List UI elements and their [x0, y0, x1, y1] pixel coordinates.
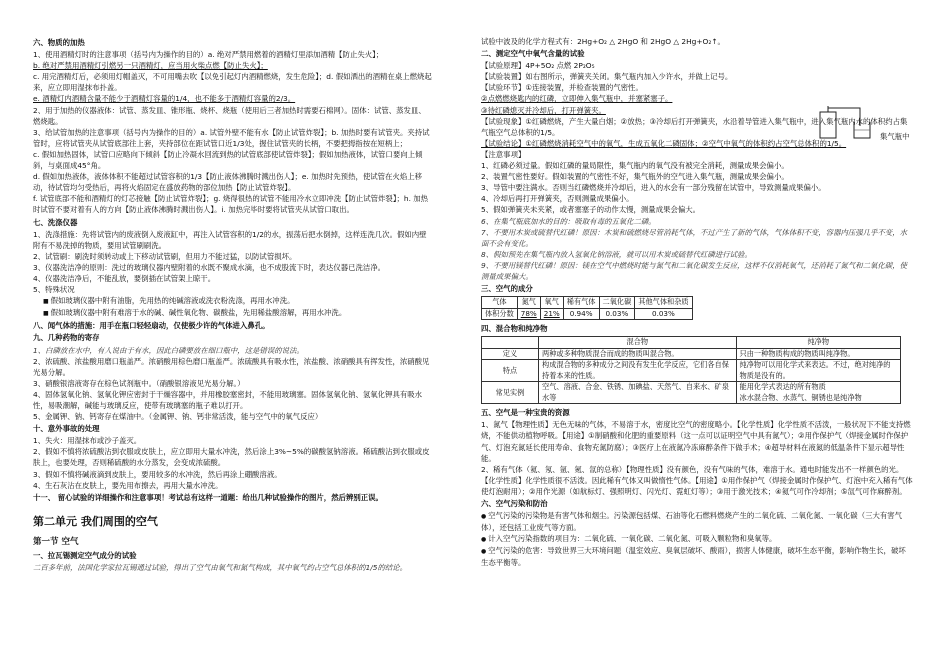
oxygen-test-item: 5、假如弹簧夹未夹紧，或者塞塞子的动作太慢，测量成果会偏大。 [481, 205, 701, 215]
heating-item: b. 绝对严禁用酒精灯引燃另一只酒精灯，应当用火柴点燃【防止失火】； [33, 61, 268, 71]
oxygen-test-item: 1、红磷必须过量。假如红磷的量局限性，集气瓶内的氧气没有被完全消耗，测量成果会偏小。 [481, 161, 789, 171]
washing-item: 2、试管刷：刷洗时须转动或上下移动试管刷，但用力不能过猛，以防试管损坏。 [33, 251, 297, 261]
heating-item: f. 试管底部不能和酒精灯的灯芯接触【防止试管炸裂】；g. 烧得很热的试管不能用冷水立即冲洗【防止试管炸裂】；h. 加热时试管不要对着有人的方向【防止液体沸腾时溅出伤人】。i. 加热完毕时要将试管夹从试管口取出。 [33, 194, 429, 215]
section-heading-washing: 七、洗涤仪器 [33, 217, 78, 227]
table-header-cell: 纯净物 [736, 337, 901, 349]
section-heading-mixtures: 四、混合物和纯净物 [481, 324, 548, 334]
tube-shape [828, 108, 860, 126]
table-header-cell: 氮气 [517, 297, 540, 309]
section-heading-oxygen-test: 二、测定空气中氧气含量的试验 [481, 49, 585, 59]
table-cell: 78% [517, 308, 540, 320]
table-cell: 两种或多种物质混合而成的物质叫混合物。 [539, 348, 737, 360]
oxygen-test-item: ③待红磷熄灭并冷却后，打开弹簧夹。 [481, 105, 606, 115]
table-row-label: 常见实例 [482, 382, 539, 404]
table-row [482, 348, 901, 360]
oxygen-test-item: 【试验原理】4P+5O₂ 点燃 2P₂O₅ [481, 61, 595, 71]
table-cell: 0.03% [599, 308, 635, 320]
heating-item: c. 假如加热固体，试管口应略向下倾斜【防止冷凝水回流到热的试管底部使试管炸裂】；假如加热液体，试管口要向上倾斜，与桌面成45°角。 [33, 149, 423, 171]
washing-item: 1、洗涤措施：先将试管内的废液倒入废液缸中，再注入试管容积的1/2的水，振荡后把水倒掉，这样连洗几次。假如内壁附有不易洗掉的物质，要用试管刷刷洗。 [33, 229, 427, 250]
table-header-cell: 二氧化碳 [599, 297, 635, 309]
heating-item: d. 假如加热液体，液体体积不能超过试管容积的1/3【防止液体沸腾时溅出伤人】；e. 加热时先预热，使试管在火焰上移动，待试管均匀受热后，再将火焰固定在盛放药物的部位加热【防止试管炸裂】。 [33, 172, 422, 193]
section-heading-operations: 十一、 留心试验的详细操作和注意事项！考试总有这样一道题：给出几种试验操作的图片，然后辨别正误。 [33, 492, 383, 502]
table-row [482, 360, 901, 382]
storage-item: 4、固体氢氧化钠、氢氧化钾应密封于干燥容器中，并用橡胶塞密封，不能用玻璃塞。固体氢氧化钠、氢氧化钾具有吸水性，易吸潮解，碱能与玻璃反应，使带有玻璃塞的瓶子难以打开。 [33, 389, 423, 410]
subsection-title-lavoisier: 一、拉瓦锡测定空气成分的试验 [33, 550, 137, 560]
heating-item: e. 酒精灯内酒精含量不能少于酒精灯容量的1/4，也不能多于酒精灯容量的2/3。 [33, 94, 296, 104]
resource-item: 1、氮气【物理性质】无色无味的气体，不易溶于水，密度比空气的密度略小。【化学性质】化学性质不活泼，一般状况下不能支持燃烧，不能供动植物呼吸。【用途】①制硝酸和化肥的重要原料（这一点可以证明空气中具有氮气）；②用作保护气（焊接金属时作保护气、灯泡充氮延长使用寿命、食物充氮防腐）；③医疗上在液氮冷冻麻醉条件下做手术；④超导材料在液氮的低温条件下显示超导性能。 [481, 420, 911, 463]
table-cell: 构成混合物的多种成分之间没有发生化学反应，它们各自保持着本来的性质。 [539, 360, 737, 382]
table-header-cell: 气体 [482, 297, 518, 309]
apparatus-diagram [816, 102, 876, 142]
accident-item: 2、假如不慎将浓硫酸沾到衣服或皮肤上，应立即用大量水冲洗，然后涂上3%~5%的碳酸氢钠溶液。稀硫酸沾到衣服或皮肤上，也要处理，否则稀硫酸的水分蒸发，会变成浓硫酸。 [33, 447, 430, 468]
storage-item: 2、浓硫酸、浓盐酸用磨口瓶盖严。浓硝酸用棕色磨口瓶盖严。浓硫酸具有吸水性，浓盐酸、浓硝酸具有挥发性，浓硝酸见光易分解。 [33, 356, 430, 377]
accident-item: 4、生石灰沾在皮肤上，要先用布擦去，再用大量水冲洗。 [33, 480, 223, 490]
oxygen-test-item: 9、不要用镁替代红磷！原因：镁在空气中燃烧时能与氮气和二氧化碳发生反应，这样不仅消耗氧气，还消耗了氮气和二氧化碳，使测量成果偏大。 [481, 260, 907, 281]
heating-item: c. 用完酒精灯后，必须用灯帽盖灭，不可用嘴去吹【以免引起灯内酒精燃烧，发生危险】；d. 假如洒出的酒精在桌上燃烧起来，应立即用湿抹布扑盖。 [33, 72, 432, 93]
section-heading-air-composition: 三、空气的成分 [481, 284, 533, 294]
oxygen-test-item: 【试验现象】①红磷燃烧，产生大量白烟；②放热；③冷却后打开弹簧夹，水沿着导管进入集气瓶中，进入集气瓶内水的体积约占集气瓶空气总体积的1/5。 [481, 116, 908, 137]
storage-item: 1、白磷放在水中，有人说由于有水，因此白磷要放在细口瓶中，这是错误的说法。 [33, 345, 304, 355]
table-cell: 能用化学式表达的所有物质 冰水混合物、水蒸气、铜锈也是纯净物 [736, 382, 901, 404]
oxygen-test-item: 【注意事项】 [481, 149, 526, 159]
mixture-table [481, 336, 901, 404]
oxygen-test-item: 3、导管中要注满水。否则当红磷燃烧并冷却后，进入的水会有一部分残留在试管中，导致测量成果偏小。 [481, 183, 826, 193]
heating-item: 1、使用酒精灯时的注意事项（括号内为操作的目的）a. 绝对严禁用燃着的酒精灯里添加酒精【防止失火】； [33, 50, 384, 60]
left-column [33, 36, 433, 573]
table-header-cell: 混合物 [539, 337, 737, 349]
table-cell: 21% [540, 308, 563, 320]
section-heading-pollution: 六、空气污染和防治 [481, 499, 548, 508]
oxygen-test-item: 6、在集气瓶底加水的目的：吸取有毒的五氧化二磷。 [481, 216, 656, 226]
lavoisier-text: 二百多年前，法国化学家拉瓦锡通过试验，得出了空气由氧气和氮气构成，其中氧气约占空气总体积的1/5的结论。 [33, 563, 408, 573]
gas-bottle-shape [820, 112, 836, 138]
resource-item: 2、稀有气体（氦、氖、氩、氪、氙的总称）【物理性质】没有颜色，没有气味的气体，难溶于水。通电时能发出不一样颜色的光。【化学性质】化学性质很不活泼。因此稀有气体又叫做惰性气体。【用途】①用作保护气（焊接金属时作保护气、灯泡中充入稀有气体使灯泡耐用）；②用作光源（如航标灯、强照明灯、闪光灯、霓虹灯等）；③用于激光技术；④氦气可作冷却剂；⑤氙气可作麻醉剂。 [481, 464, 913, 496]
section-heading-smelling: 八、闻气体的措施：用手在瓶口轻轻扇动，仅使极少许的气体进入鼻孔。 [33, 321, 270, 331]
unit-title: 第二单元 我们周围的空气 [33, 514, 158, 528]
oxygen-test-item: ②点燃燃烧匙内的红磷，立即伸入集气瓶中，并塞紧塞子。 [481, 94, 673, 104]
accident-item: 3、假如不慎将碱液滴到皮肤上，要用较多的水冲洗，然后再涂上硼酸溶液。 [33, 469, 282, 479]
table-cell: 纯净物可以用化学式来表达。不过，绝对纯净的物质是没有的。 [736, 360, 901, 382]
washing-item: 3、仪器洗洁净的原则：洗过的玻璃仪器内壁附着的水既不聚成水滴，也不成股流下时，表达仪器已洗洁净。 [33, 262, 386, 272]
washing-special-item: ■ 假如玻璃仪器中附有油脂，先用热的纯碱溶液或洗衣粉洗涤，再用水冲洗。 [33, 295, 433, 307]
section-heading-heating: 六、物质的加热 [33, 38, 85, 47]
washing-item: 5、特殊状况 [33, 285, 75, 295]
table-row-label: 定义 [482, 348, 539, 360]
washing-item: 4、仪器洗洁净后，不能乱放，要倒插在试管架上晾干。 [33, 273, 216, 283]
heating-item: 2、用于加热的仪器液体：试管、蒸发皿、锥形瓶、烧杯、烧瓶（使用后三者加热时需要石棉网）。固体：试管、蒸发皿、燃烧匙。 [33, 105, 426, 126]
table-row [482, 382, 901, 404]
table-row [482, 337, 901, 349]
pollution-item: ● 计入空气污染指数的项目为：二氧化硫、一氧化碳、二氧化氮、可吸入颗粒物和臭氧等。 [481, 533, 913, 545]
section-title-air: 第一节 空气 [33, 536, 79, 547]
table-header-cell: 其他气体和杂质 [635, 297, 692, 309]
table-header-cell [482, 337, 539, 349]
oxygen-test-item: 【试验装置】如右图所示，弹簧夹关闭。集气瓶内加入少许水，并做上记号。 [481, 72, 733, 82]
pollution-item: ● 空气污染的污染物是有害气体和烟尘。污染源包括煤、石油等化石燃料燃烧产生的二氧化硫、二氧化氮、一氧化碳（三大有害气体），还包括工业废气等方面。 [481, 510, 913, 533]
section-heading-accidents: 十、意外事故的处理 [33, 424, 100, 434]
washing-special-item: ■ 假如玻璃仪器中附有难溶于水的碱、碱性氧化物、碳酸盐，先用稀盐酸溶解，再用水冲洗。 [33, 307, 433, 319]
oxygen-test-item: 2、装置气密性要好。假如装置的气密性不好，集气瓶外的空气进入集气瓶，测量成果会偏小。 [481, 172, 789, 182]
oxygen-test-item: 4、冷却后再打开弹簧夹，否则测量成果偏小。 [481, 194, 634, 204]
table-cell: 0.03% [635, 308, 692, 320]
table-row-label: 特点 [482, 360, 539, 382]
table-header-cell: 稀有气体 [563, 297, 599, 309]
table-header-cell: 氧气 [540, 297, 563, 309]
oxygen-test-item: 8、假如预先在集气瓶内放入氢氧化钠溶液，就可以用木炭或硫替代红磷进行试验。 [481, 249, 752, 259]
table-cell: 空气、溶液、合金、铁锈、加碘盐、天然气、自来水、矿泉水等 [539, 382, 737, 404]
table-row [482, 297, 693, 309]
equations-intro: 试验中波及的化学方程式有：2Hg+O₂ △ 2HgO 和 2HgO △ 2Hg+O₂↑。 [481, 37, 725, 46]
apparatus-caption: 集气瓶中 [880, 132, 910, 141]
oxygen-test-item: 【试验环节】①连接装置，并检查装置的气密性。 [481, 83, 643, 93]
storage-item: 3、硝酸银溶液寄存在棕色试剂瓶中。（硝酸银溶液见光易分解。） [33, 378, 245, 388]
table-row-label: 体积分数 [482, 308, 518, 320]
storage-item: 5、金属钾、钠、钙寄存在煤油中。（金属钾、钠、钙非常活泼，能与空气中的氧气反应） [33, 412, 323, 422]
section-heading-air-resource: 五、空气是一种宝贵的资源 [481, 408, 570, 418]
table-cell: 0.94% [563, 308, 599, 320]
oxygen-test-item: 【试验结论】①红磷燃烧消耗空气中的氧气，生成五氧化二磷固体；②空气中氧气的体积约占空气总体积的1/5。 [481, 138, 847, 148]
heating-item: 3、给试管加热的注意事项（括号内为操作的目的）a. 试管外壁不能有水【防止试管炸裂】；b. 加热时要有试管夹。夹持试管时，应将试管夹从试管底部往上套，夹持部位在距试管口近1/3处，握住试管夹的长柄，不要把拇指按在短柄上； [33, 127, 430, 148]
pollution-item: ● 空气污染的危害：导致世界三大环境问题（温室效应、臭氧层破坏、酸雨），损害人体健康，破坏生态平衡，影响作物生长，破坏生态平衡等。 [481, 545, 913, 568]
table-cell: 只由一种物质构成的物质叫纯净物。 [736, 348, 901, 360]
section-heading-storage: 九、几种药物的寄存 [33, 333, 100, 343]
table-row [482, 308, 693, 320]
air-composition-table [481, 296, 693, 320]
accident-item: 1、失火：用湿抹布或沙子盖灭。 [33, 436, 142, 446]
oxygen-test-item: 7、不要用木炭或硫替代红磷！原因：木炭和硫燃烧尽管消耗气体，不过产生了新的气体，气体体积不变，容器内压强几乎不变，水面不会有变化。 [481, 227, 907, 248]
